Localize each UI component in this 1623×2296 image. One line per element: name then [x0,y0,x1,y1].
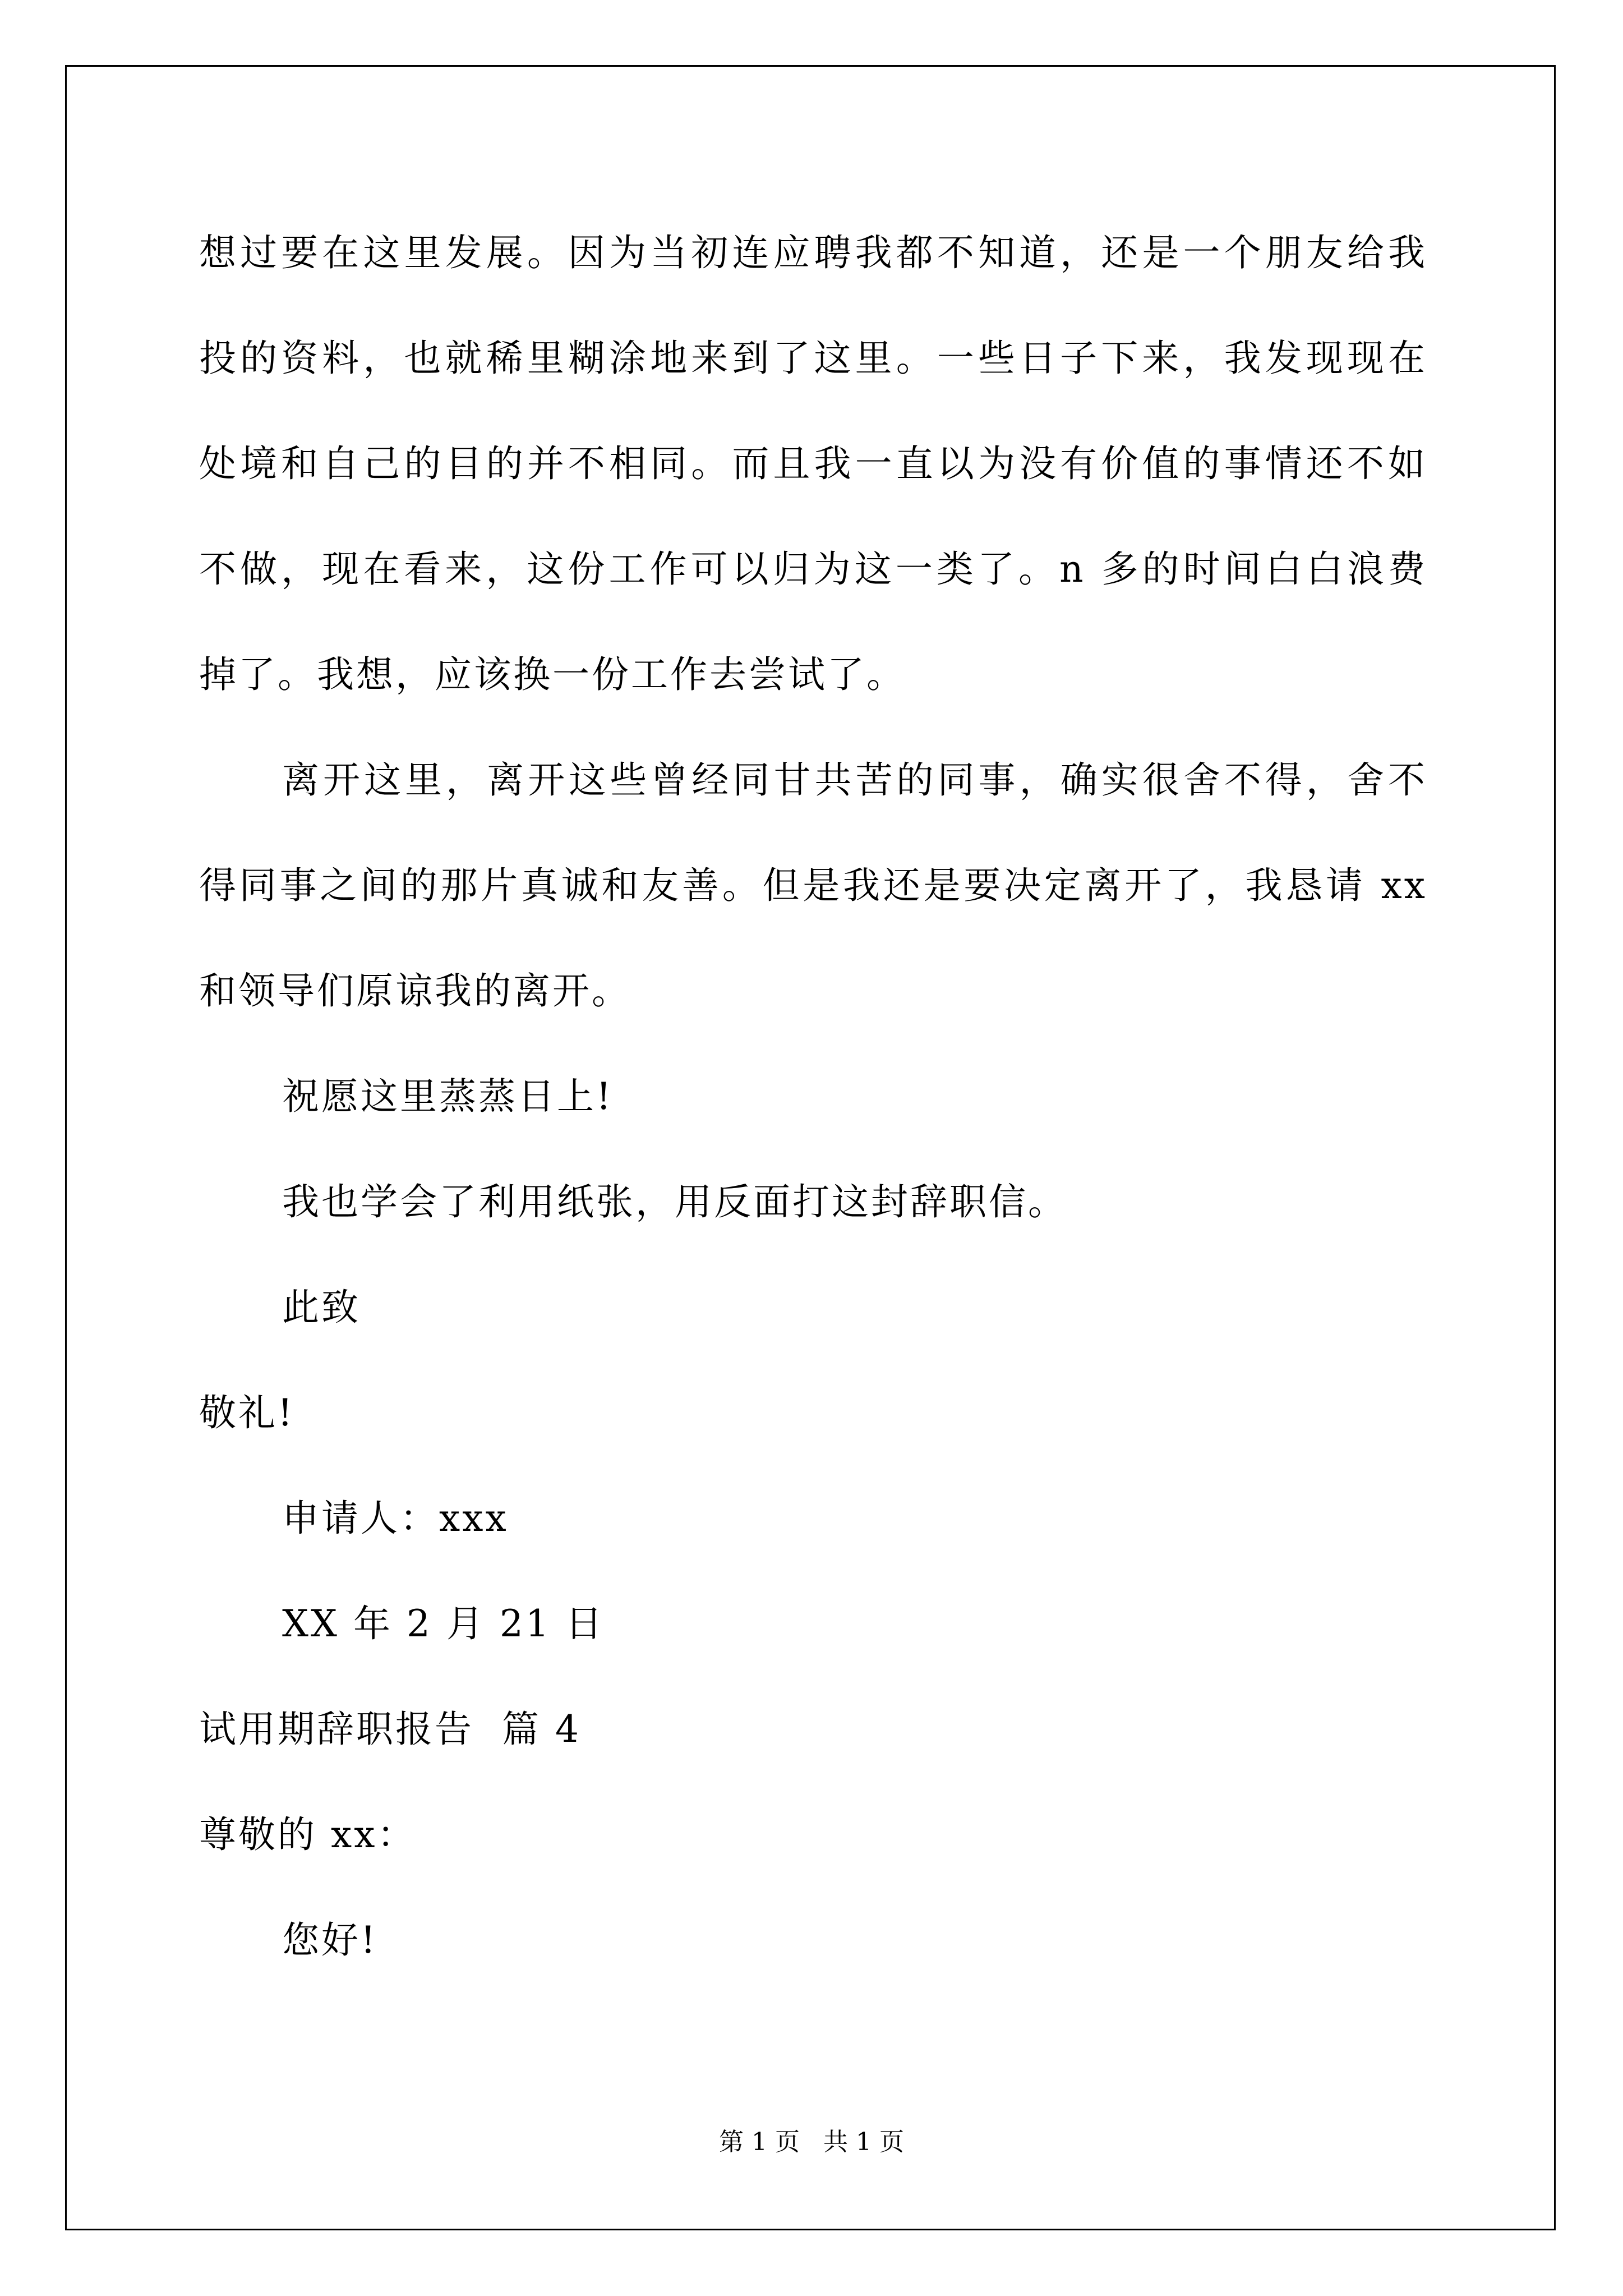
page-border [65,65,1556,2230]
applicant-text: 申请人：xxx [282,1497,509,1540]
salutation-text: 尊敬的 xx： [199,1813,417,1856]
section-title: 试用期辞职报告 篇 4 [199,1708,581,1751]
paragraph-2-line-1: 离开这里，离开这些曾经同甘共苦的同事，确实很舍不得，舍不 [282,758,1427,802]
date-text: XX 年 2 月 21 日 [282,1602,605,1645]
paragraph-1-line-1: 想过要在这里发展。因为当初连应聘我都不知道，还是一个朋友给我 [199,231,1427,274]
paragraph-2-line-2: 得同事之间的那片真诚和友善。但是我还是要决定离开了，我恳请 xx [199,864,1427,907]
closing-text: 此致 [282,1286,361,1329]
paragraph-1-line-2: 投的资料，也就稀里糊涂地来到了这里。一些日子下来，我发现现在 [199,337,1427,380]
paragraph-2-line-3: 和领导们原谅我的离开。 [199,969,631,1013]
regards-text: 敬礼! [199,1391,295,1434]
note-text: 我也学会了利用纸张，用反面打这封辞职信。 [282,1180,1067,1223]
paragraph-1-line-3: 处境和自己的目的并不相同。而且我一直以为没有价值的事情还不如 [199,442,1427,485]
page-number-footer: 第 1 页 共 1 页 [719,2128,904,2156]
wish-text: 祝愿这里蒸蒸日上! [282,1075,614,1118]
paragraph-1-line-5: 掉了。我想，应该换一份工作去尝试了。 [199,653,906,696]
greeting-text: 您好! [282,1918,378,1962]
paragraph-1-line-4: 不做，现在看来，这份工作可以归为这一类了。n 多的时间白白浪费 [199,547,1427,591]
